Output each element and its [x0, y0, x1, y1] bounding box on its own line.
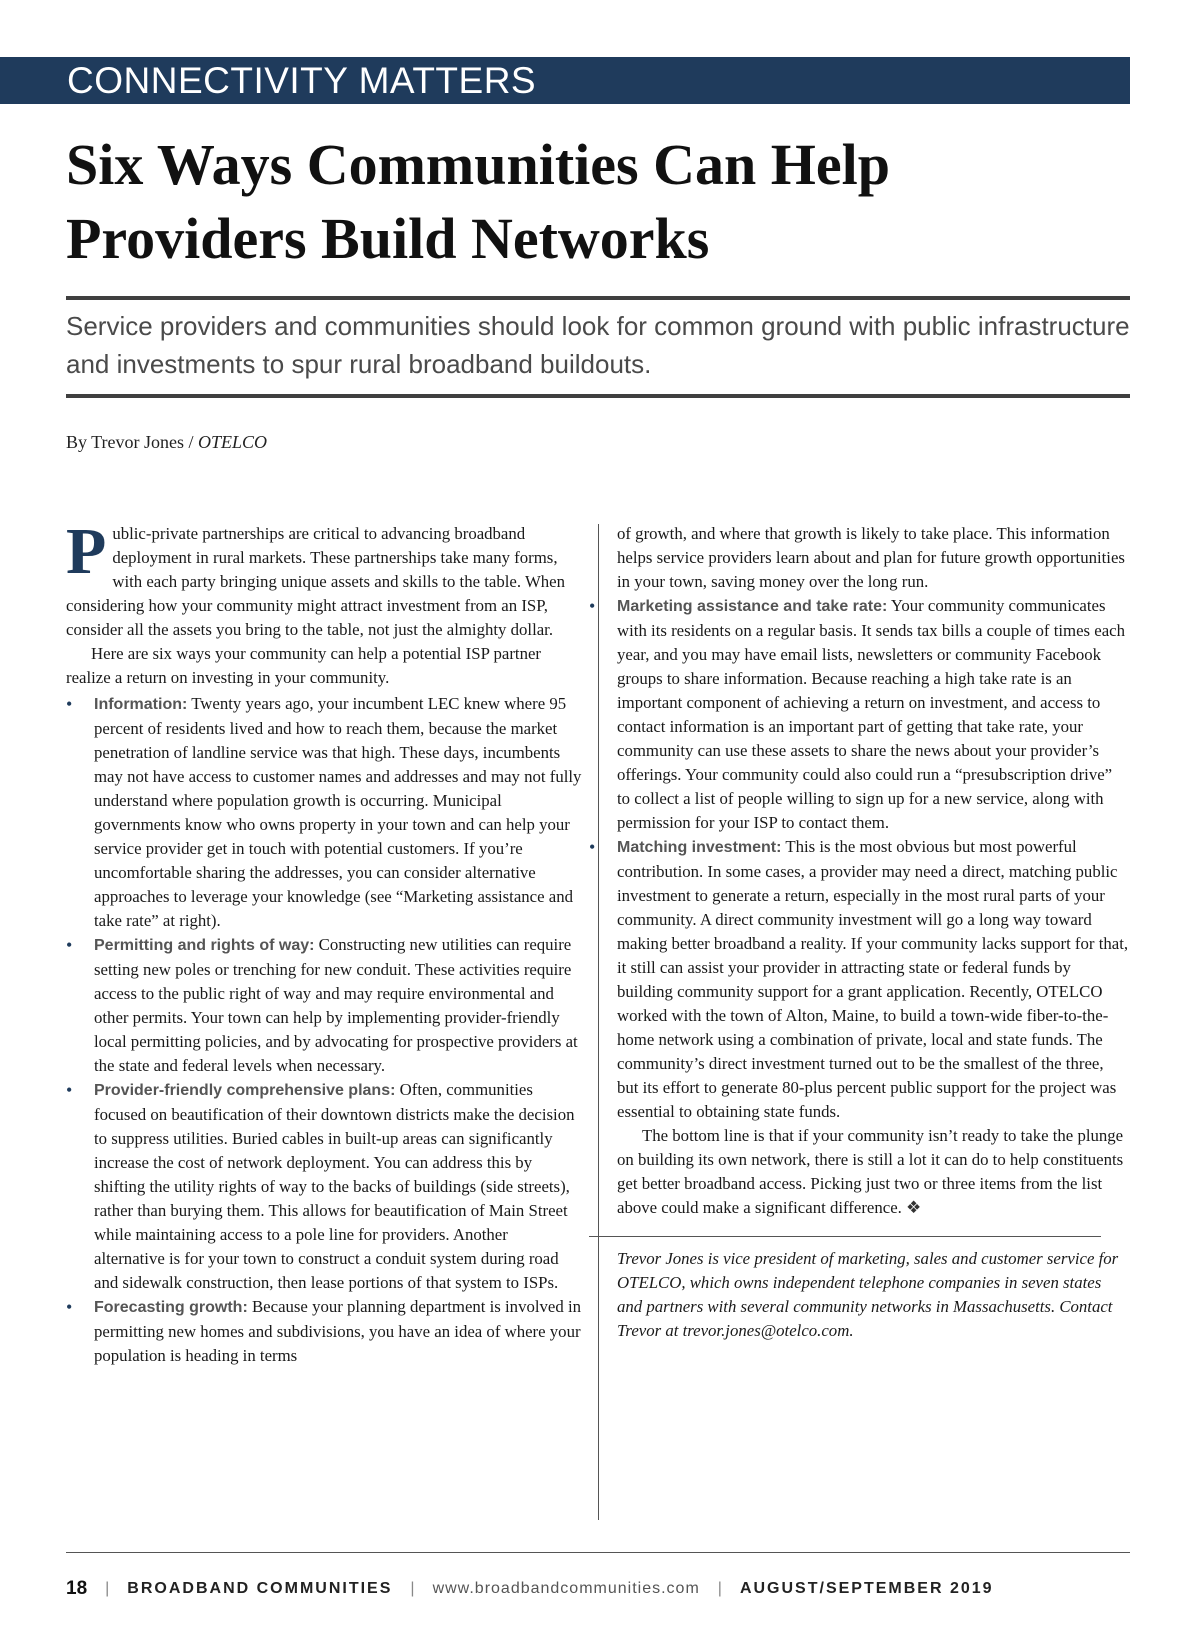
- magazine-url: www.broadbandcommunities.com: [432, 1580, 700, 1597]
- forecasting-continuation: of growth, and where that growth is likely to take place. This information helps service providers learn about and plan for future growth opportunities in your town, saving money over the long run.: [617, 524, 1125, 591]
- list-item-heading: Information:: [94, 696, 188, 713]
- issue-date: AUGUST/SEPTEMBER 2019: [739, 1580, 994, 1597]
- list-item: [589, 835, 1129, 1124]
- footer-separator: |: [410, 1580, 415, 1597]
- list-item-text: Twenty years ago, your incumbent LEC knew where 95 percent of residents lived and how to reach them, because the market penetration of landline service was that high. These days, incumbents may not have access to customer names and addresses and may not fully understand where population growth is occurring. Municipal governments know who owns property in your town and can help your service provider get in touch with potential customers. If you’re uncomfortable sharing the addresses, you can consider alternative approaches to leverage your knowledge (see “Marketing assistance and take rate” at right).: [94, 694, 582, 930]
- column-right: [617, 522, 1129, 1343]
- list-item-heading: Forecasting growth:: [94, 1299, 248, 1316]
- article-subtitle: Service providers and communities should look for common ground with public infrastructure and investments to spur rural broadband buildouts.: [66, 311, 1130, 379]
- list-item-heading: Permitting and rights of way:: [94, 937, 315, 954]
- column-left: [66, 515, 582, 1368]
- ways-list: [66, 692, 582, 1368]
- section-banner: [0, 57, 1130, 104]
- list-item: [589, 594, 1129, 835]
- intro-paragraph-2: Here are six ways your community can help a potential ISP partner realize a return on investing in your community.: [66, 644, 542, 687]
- list-item-heading: Matching investment:: [617, 839, 782, 856]
- footer-divider: [66, 1552, 1130, 1553]
- footer-separator: |: [105, 1580, 110, 1597]
- magazine-name: BROADBAND COMMUNITIES: [127, 1580, 393, 1597]
- footer-separator: |: [717, 1580, 722, 1597]
- end-ornament-icon: ❖: [906, 1198, 922, 1217]
- byline: [66, 432, 267, 453]
- list-item: [66, 933, 582, 1078]
- list-item-text: Constructing new utilities can require setting new poles or trenching for new conduit. These activities require access to the public right of way and may require environmental and other permits. Your town can help by implementing provider-friendly local permitting policies, and by advocating for prospective providers at the state and federal levels when necessary.: [94, 935, 578, 1075]
- article-title: Six Ways Communities Can Help Providers Build Networks: [66, 132, 890, 271]
- list-item-text: Your community communicates with its residents on a regular basis. It sends tax bills a couple of times each year, and you may have email lists, newsletters or community Facebook groups to share information. Because reaching a high take rate is an important component of achieving a return on investment, and access to contact information is an important part of getting that take rate, your community can use these assets to share the news about your provider’s offerings. Your community could also could run a “presubscription drive” to collect a list of people willing to sign up for a new service, along with permission for your ISP to contact them.: [617, 596, 1125, 832]
- list-item: [66, 692, 582, 933]
- page-number: 18: [66, 1578, 88, 1599]
- list-item: [66, 1295, 582, 1368]
- list-item-text: This is the most obvious but most powerful contribution. In some cases, a provider may need a direct, matching public investment to generate a return, especially in the most rural parts of your community. A direct community investment will go a long way toward making better broadband a reality. If your community lacks support for that, it still can assist your provider in attracting state or federal funds by building community support for a grant application. Recently, OTELCO worked with the town of Alton, Maine, to build a town-wide fiber-to-the-home network using a combination of private, local and state funds. The community’s direct investment turned out to be the smallest of the three, but its effort to generate 80-plus percent public support for the project was essential to obtaining state funds.: [617, 837, 1129, 1121]
- subtitle-divider: [66, 394, 1130, 398]
- intro-paragraph: [66, 515, 582, 642]
- list-item: [66, 1078, 582, 1295]
- closing-text: The bottom line is that if your community isn’t ready to take the plunge on building its own network, there is still a lot it can do to help constituents get better broadband access. Picking just two or three items from the list above could make a significant difference.: [617, 1126, 1124, 1217]
- byline-author: By Trevor Jones /: [66, 432, 199, 452]
- title-divider: [66, 296, 1130, 300]
- drop-cap: P: [66, 515, 107, 588]
- list-item-text: Because your planning department is involved in permitting new homes and subdivisions, you have an idea of where your population is heading in terms: [94, 1297, 581, 1365]
- list-item-heading: Provider-friendly comprehensive plans:: [94, 1082, 396, 1099]
- bio-divider: [589, 1236, 1101, 1237]
- byline-organization: OTELCO: [198, 432, 268, 452]
- list-item-heading: Marketing assistance and take rate:: [617, 598, 888, 615]
- intro-text: ublic-private partnerships are critical to advancing broadband deployment in rural markets. These partnerships take many forms, with each party bringing unique assets and skills to the table. When considering how your community might attract investment from an ISP, consider all the assets you bring to the table, not just the almighty dollar.: [66, 524, 566, 639]
- page-footer: [66, 1578, 994, 1602]
- list-item-text: Often, communities focused on beautification of their downtown districts make the decision to suppress utilities. Buried cables in built-up areas can significantly increase the cost of network deployment. You can address this by shifting the utility rights of way to the backs of buildings (side streets), rather than burying them. This allows for beautification of Main Street while maintaining access to a pole line for providers. Another alternative is for your town to construct a conduit system during road and sidewalk construction, then lease portions of that system to ISPs.: [94, 1080, 575, 1292]
- author-bio: Trevor Jones is vice president of marketing, sales and customer service for OTELCO, which owns independent telephone companies in seven states and partners with several community networks in Massachusetts. Contact Trevor at trevor.jones@otelco.com.: [617, 1249, 1119, 1340]
- closing-paragraph: [617, 1124, 1129, 1220]
- ways-list-continued: [589, 594, 1129, 1124]
- section-label: CONNECTIVITY MATTERS: [67, 60, 537, 101]
